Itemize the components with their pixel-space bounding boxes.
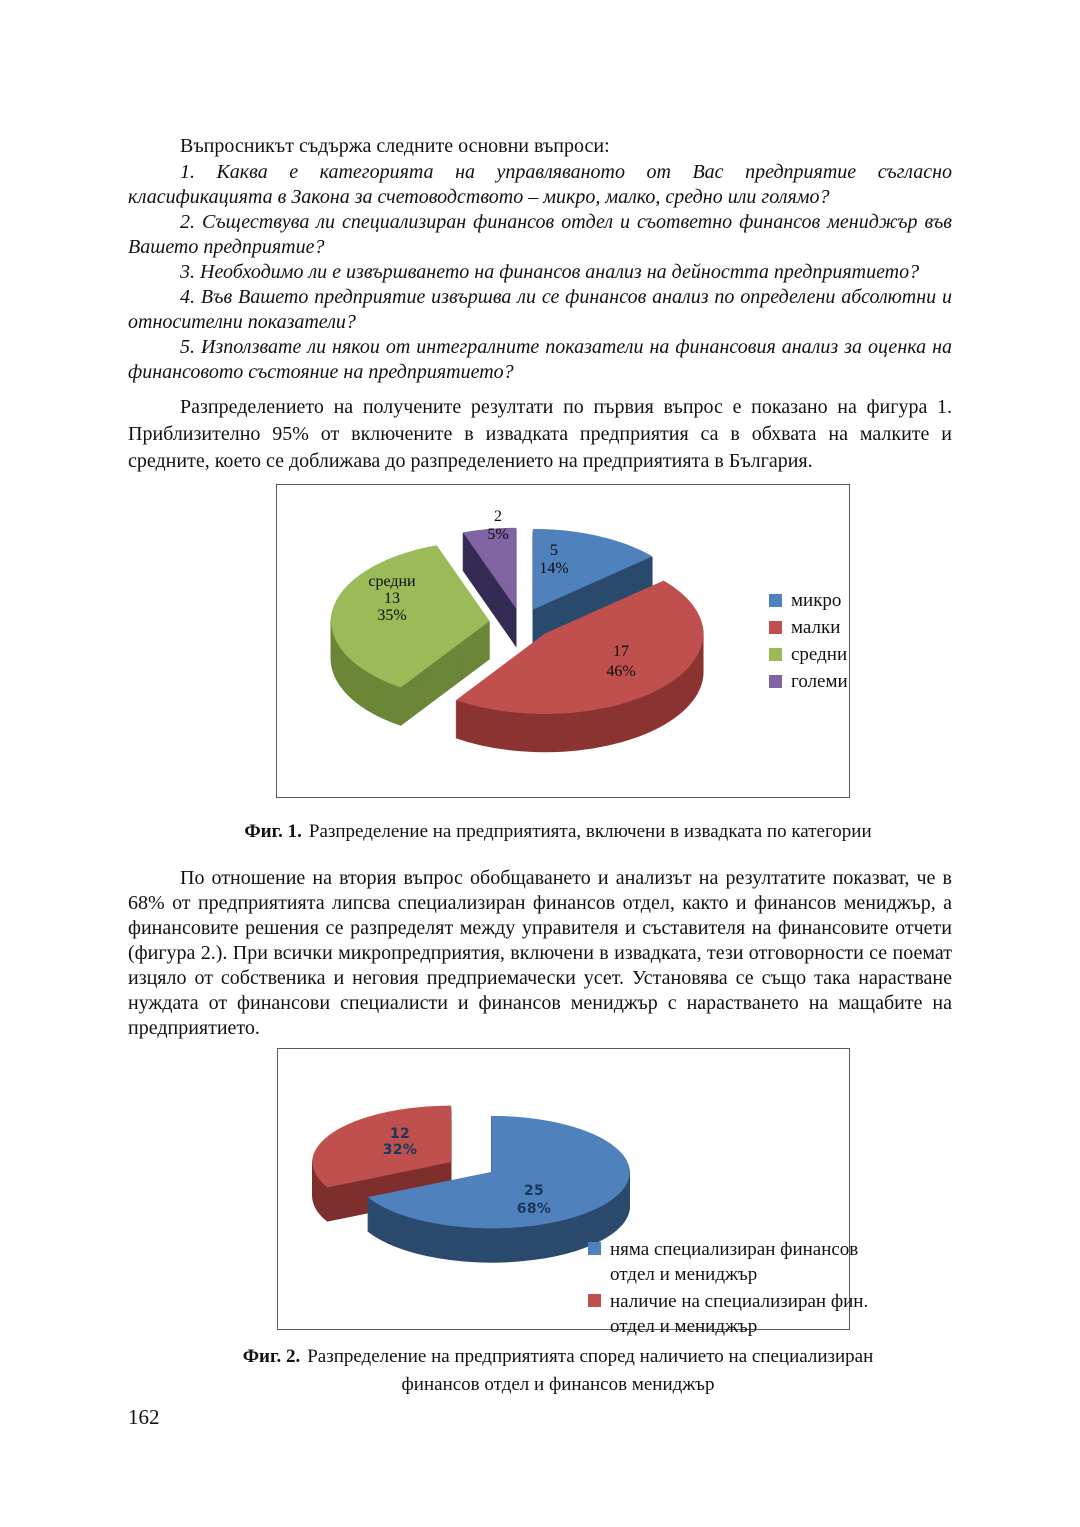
- legend-swatch-red: [588, 1294, 601, 1307]
- svg-text:2568%: 25 68%: [516, 1183, 552, 1217]
- legend-swatch-purple: [769, 675, 782, 688]
- legend-item-no-department: [588, 1237, 872, 1287]
- paragraph-2: По отношение на втория въпрос обобщаването и анализът на резултатите показват, че в 68% от предприятията липсва специализиран финансов отдел, както и финансов мениджър, а финансовите решения се разпределят между управителя и съставителя на финансовите отчети (фигура 2.). При всички микропредприятия, включени в извадката, тези отговорности се поемат изцяло от собственика и неговия предприемачески усет. Установява се също така нарастване нуждата от финансови специалисти и финансов мениджър с нарастването на мащабите на предприятието.: [128, 867, 952, 1039]
- legend-item-medium: [769, 641, 848, 668]
- pie-chart-finance-department: [278, 1049, 849, 1329]
- figure-1-legend: [769, 587, 848, 695]
- question-2: 2. Съществува ли специализиран финансов отдел и съответно финансов мениджър във Вашето предприятие?: [128, 211, 952, 258]
- legend-item-micro: [769, 587, 848, 614]
- page-number: 162: [128, 1405, 160, 1429]
- figure-2: [277, 1048, 869, 1337]
- question-1: 1. Каква е категорията на управляваното от Вас предприятие съгласно класификацията в Закона за счетоводството – микро, малко, средно или голямо?: [128, 161, 952, 208]
- caption-text: Разпределение на предприятията според наличието на специализиран: [307, 1346, 874, 1367]
- legend-swatch-green: [769, 648, 782, 661]
- legend-label: няма специализиран финансов отдел и мениджър: [610, 1239, 859, 1285]
- question-3: 3. Необходимо ли е извършването на финансов анализ на дейността предприятието?: [180, 261, 920, 283]
- figure-1: [276, 484, 850, 798]
- legend-swatch-red: [769, 621, 782, 634]
- legend-swatch-blue: [588, 1242, 601, 1255]
- legend-item-large: [769, 668, 848, 695]
- legend-item-has-department: [588, 1289, 872, 1339]
- svg-text:25%: 2 5%: [487, 508, 509, 543]
- question-4: 4. Във Вашето предприятие извършва ли се финансов анализ по определени абсолютни и относителни показатели?: [128, 286, 952, 333]
- question-5: 5. Използвате ли някои от интегралните показатели на финансовия анализ за оценка на финансовото състояние на предприятието?: [128, 336, 952, 383]
- pie-chart-enterprise-categories: [277, 485, 849, 797]
- caption-prefix: Фиг. 2.: [242, 1346, 301, 1367]
- legend-label: микро: [791, 589, 842, 611]
- legend-label: средни: [791, 643, 848, 665]
- figure-2-caption: [128, 1343, 988, 1399]
- caption-line-2: финансов отдел и финансов мениджър: [401, 1374, 715, 1395]
- caption-text: Разпределение на предприятията, включени в извадката по категории: [308, 821, 872, 842]
- svg-text:1746%: 17 46%: [606, 643, 636, 680]
- caption-line-1: [128, 1343, 988, 1371]
- legend-label: големи: [791, 670, 848, 692]
- svg-text:514%: 5 14%: [539, 542, 569, 577]
- legend-swatch-blue: [769, 594, 782, 607]
- legend-item-small: [769, 614, 848, 641]
- legend-label: наличие на специализиран фин. отдел и мениджър: [610, 1291, 869, 1337]
- svg-text:средни1335%: средни 13 35%: [368, 573, 416, 624]
- caption-prefix: Фиг. 1.: [244, 821, 302, 842]
- intro-line: Въпросникът съдържа следните основни въпроси:: [180, 135, 610, 157]
- legend-label: малки: [791, 616, 841, 638]
- figure-1-caption: [128, 818, 988, 846]
- svg-text:1232%: 12 32%: [382, 1126, 418, 1158]
- paragraph-1: Разпределението на получените резултати по първия въпрос е показано на фигура 1. Приблизително 95% от включените в извадката предприятия са в обхвата на малките и средните, което се доближава до разпределението на предприятията в България.: [128, 396, 952, 472]
